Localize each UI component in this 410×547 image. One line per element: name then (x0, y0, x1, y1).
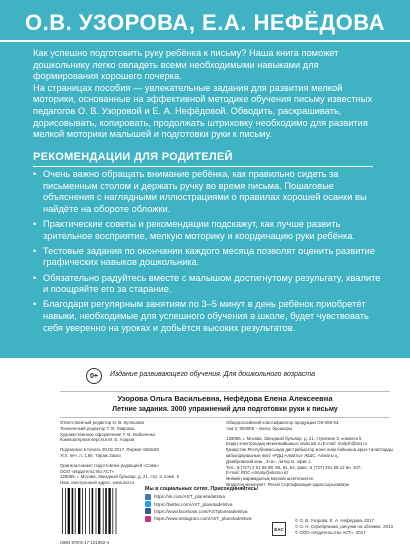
imprint-line: том 2; 953000 – книги, брошюры (226, 425, 293, 431)
divider (0, 40, 410, 42)
social-links (145, 493, 265, 523)
list-item: • Очень важно обращать внимание ребёнка, как правильно сидеть за письменным столом и держать ручку во время письма. Пошаговые объяснения с наглядными иллюстрациями о правилах хорошей осанки вы найдёте на обороте обложки. (33, 169, 383, 215)
eac-mark: EAC (272, 522, 286, 536)
social-heading: Мы в социальных сетях. Присоединяйтесь! (145, 486, 259, 492)
imprint-line: E-mail: RDC-Almaty@eksmo.kz (226, 470, 289, 476)
imprint-line: Біздің электрондық мекенжайымыз: www.ast.ru E-mail: malysh@ast.ru (226, 441, 368, 447)
imprint-line: ООО «Издательство АСТ» (60, 468, 114, 474)
social-link-instagram[interactable] (145, 515, 265, 522)
social-link-vk[interactable] (145, 493, 265, 500)
imprint-line: 129085, г. Москва, Звездный бульвар, д. 21, стр. 3, комн. 5 (60, 474, 180, 480)
imprint-line: Усл. печ. л. 1,86. Тираж Заказ (60, 452, 121, 458)
recommendations-heading: РЕКОМЕНДАЦИИ ДЛЯ РОДИТЕЛЕЙ (33, 151, 233, 163)
authors-heading: О.В. УЗОРОВА, Е.А. НЕФЁДОВА (25, 10, 385, 35)
age-rating-badge: 0+ (86, 368, 102, 384)
vk-icon (145, 494, 151, 500)
copyright-line: © О. Н. Серебрякова, рисунки на обложке, 2013 (295, 524, 393, 529)
edition-note: Издание развивающего обучения. Для дошкольного возраста (110, 371, 316, 378)
intro-paragraph: На страницах пособия — увлекательные задания для развития мелкой моторики, основанные на эффективной методике обучения письму известных педагогов О. В. Узоровой и Е. А. Нефёдовой. Обводить, раскрашивать, дорисовывать, копировать, продолжать штриховку необходимо для развития мелкой моторики малышей и подготовки руки к письму. (33, 82, 373, 140)
author-names: Узорова Ольга Васильевна, Нефёдова Елена Алексеевна (117, 394, 333, 403)
imprint-line: Художественное оформление Т. В. Любиченко (60, 431, 156, 437)
barcode (60, 486, 124, 540)
imprint-line: Общероссийский классификатор продукции ОК-005-93, (226, 420, 340, 425)
intro-paragraph: Как успешно подготовить руку ребёнка к письму? Наша книга поможет дошкольнику легко овладеть всеми необходимыми навыками для формирования хорошего почерка. (33, 48, 339, 82)
imprint-line: Өндірген мемлекет: Ресей Сертификация қарастырылмаған (226, 481, 350, 487)
twitter-icon (145, 501, 151, 507)
imprint-line: Домбровский көш., 3«а», литер Б, офис 1. (226, 458, 313, 464)
social-link-twitter[interactable] (145, 500, 265, 507)
intro-text (33, 48, 383, 141)
recommendations-list (33, 169, 383, 338)
divider (60, 417, 390, 418)
instagram-icon (145, 516, 151, 522)
copyright-block (295, 518, 407, 536)
link-text: https://www.instagram.com/AST_planetadetstva (154, 516, 252, 522)
list-item: • Тестовые задания по окончании каждого месяца позволят оценить развитие графических навыков дошкольника. (33, 246, 383, 269)
book-title: Летние задания. 3000 упражнений для подготовки руки к письму (112, 406, 338, 413)
copyright-line: © ООО «Издательство АСТ», 2017 (295, 530, 366, 535)
copyright-line: © О. В. Узорова, Е. А. Нефёдова, 2017 (295, 518, 375, 523)
link-text: https://twitter.com/AST_planetadetstva (154, 501, 233, 507)
imprint-line: Технический редактор Т. В. Лаврова (60, 425, 134, 431)
imprint-line: Тел.: 8 (727) 2 51 59 89, 90, 91, 92, факс: 8 (727) 251 58 12 вн. 107; (226, 464, 362, 470)
imprint-line: Компьютерная верстка М. Е. Азаров (60, 437, 135, 443)
social-link-facebook[interactable] (145, 508, 265, 515)
facebook-icon (145, 508, 151, 514)
imprint-line: Ответственный редактор О. В. Кулешова (60, 420, 144, 425)
imprint-line: Қазақстан Республикасында дистрибьютор және өнім бойынша арыз-талаптарды (226, 447, 394, 453)
list-item: • Практические советы и рекомендации подскажут, как лучше развить зрительное восприятие, мелкую моторику и координацию руки ребёнка. (33, 219, 383, 242)
imprint-line: Өнімнің жарамдылық мерзімі шектелмеген (226, 476, 314, 482)
link-text: https://vk.com/AST_planetadetstva (154, 494, 225, 500)
imprint-line: қабылдаушының өкілі «РДЦ-Алматы» ЖШС, Алматы қ., (226, 452, 340, 458)
imprint-right (226, 420, 396, 488)
list-item: • Благодаря регулярным занятиям по 3–5 минут в день ребёнок приобретёт навыки, необходимые для успешного обучения в школе, будет чувствовать себя уверенно на уроках и добьётся высоких результатов. (33, 299, 383, 334)
imprint-left (60, 420, 220, 486)
imprint-line: 129085, г. Москва, Звездный бульвар, д. 21, строение 3, комната 5 (226, 435, 362, 441)
imprint-line: Наш электронный адрес: www.ast.ru (60, 480, 135, 486)
imprint-line: Подписано в печать 20.02.2017. Формат 60x84/8 (60, 447, 159, 453)
imprint-line: Оригинал-макет подготовлен редакцией «Сова» (60, 462, 159, 468)
divider (33, 166, 373, 167)
isbn-text: ISBN 978-5-17-101962-4 (60, 540, 110, 545)
divider (60, 391, 390, 392)
list-item: • Обязательно радуйтесь вместе с малышом достигнутому результату, хвалите и поощряйте его за старание. (33, 273, 383, 296)
link-text: https://www.facebook.com/ASTplanetadetstva (154, 508, 248, 514)
